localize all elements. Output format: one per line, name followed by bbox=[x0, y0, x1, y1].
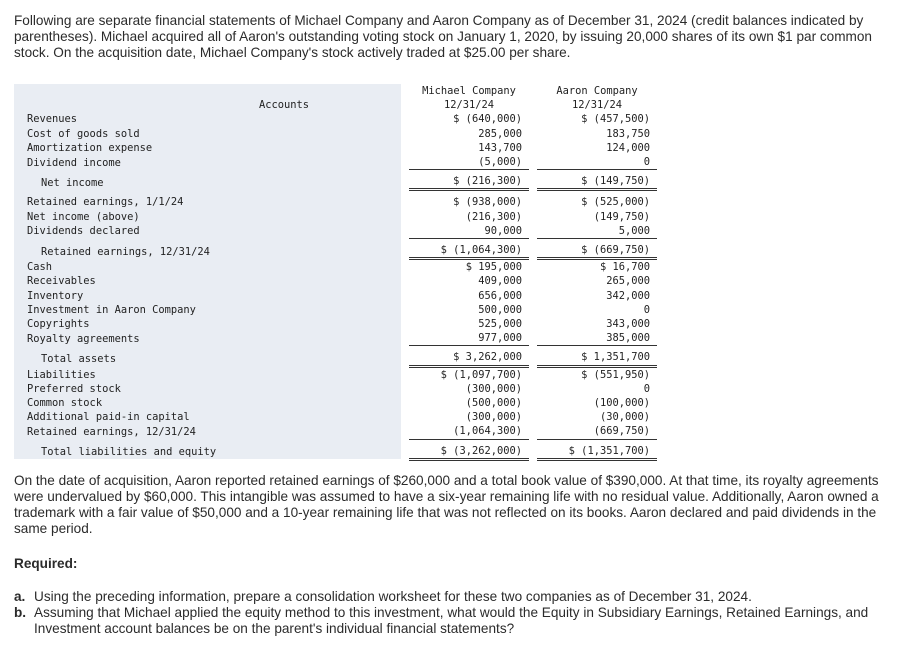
table-row bbox=[14, 243, 657, 259]
aaron-value: 124,000 bbox=[606, 141, 650, 154]
accounts-header: Accounts bbox=[14, 84, 401, 112]
row-label: Additional paid-in capital bbox=[14, 410, 401, 424]
acquisition-details-paragraph: On the date of acquisition, Aaron reported retained earnings of $260,000 and a total book value of $390,000. At that time, its royalty agreements were undervalued by $60,000. This intangible was assumed to have a six-year remaining life with no residual value. Additionally, Aaron owned a trademark with a fair value of $50,000 and a 10-year remaining life that was not reflected on its books. Aaron declared and paid dividends in the same period. bbox=[14, 473, 879, 536]
michael-value: $ 3,262,000 bbox=[409, 350, 529, 366]
list-item bbox=[14, 605, 899, 637]
table-row bbox=[14, 410, 657, 424]
table-row bbox=[14, 141, 657, 155]
michael-value: 143,700 bbox=[478, 141, 522, 154]
michael-value: (300,000) bbox=[465, 411, 522, 424]
aaron-value: 265,000 bbox=[606, 275, 650, 288]
table-row bbox=[14, 174, 657, 190]
table-row bbox=[14, 259, 657, 275]
aaron-value: $ (551,950) bbox=[581, 368, 650, 381]
aaron-value: $ (1,351,700) bbox=[537, 444, 657, 460]
aaron-value: 5,000 bbox=[537, 224, 657, 239]
table-row bbox=[14, 224, 657, 239]
michael-value: 500,000 bbox=[478, 303, 522, 316]
aaron-value: (100,000) bbox=[593, 397, 650, 410]
aaron-value: $ 16,700 bbox=[599, 261, 650, 274]
aaron-header-line1: Aaron Company bbox=[556, 85, 638, 97]
aaron-value: $ (669,750) bbox=[537, 243, 657, 259]
table-row bbox=[14, 303, 657, 317]
michael-value: (5,000) bbox=[409, 155, 529, 170]
michael-value: 90,000 bbox=[409, 224, 529, 239]
michael-value: 977,000 bbox=[409, 331, 529, 346]
row-label: Cash bbox=[14, 259, 401, 275]
table-row bbox=[14, 424, 657, 439]
michael-value: 656,000 bbox=[478, 289, 522, 302]
table-row bbox=[14, 289, 657, 303]
table-row bbox=[14, 127, 657, 141]
michael-value: $ (938,000) bbox=[453, 196, 522, 209]
intro-paragraph: Following are separate financial statements of Michael Company and Aaron Company as of December 31, 2024 (credit balances indicated by parentheses). Michael acquired all of Aaron's outstanding voting stock on January 1, 2020, by issuing 20,000 shares of its own $1 par common stock. On the acquisition date, Michael Company's stock actively traded at $25.00 per share. bbox=[14, 13, 872, 60]
michael-value: (500,000) bbox=[465, 397, 522, 410]
aaron-value: 0 bbox=[537, 155, 657, 170]
aaron-value: (149,750) bbox=[593, 210, 650, 223]
michael-value: 525,000 bbox=[478, 318, 522, 331]
michael-header-date: 12/31/24 bbox=[443, 99, 495, 112]
row-label: Dividends declared bbox=[14, 224, 401, 239]
row-label: Copyrights bbox=[14, 317, 401, 331]
table-row bbox=[14, 112, 657, 126]
michael-header-line1: Michael Company bbox=[422, 85, 516, 97]
row-label: Net income bbox=[14, 174, 401, 190]
aaron-value: 0 bbox=[643, 303, 650, 316]
row-label: Liabilities bbox=[14, 366, 401, 382]
financial-statements-table bbox=[14, 84, 657, 461]
michael-value: (1,064,300) bbox=[409, 424, 529, 439]
michael-value: (300,000) bbox=[465, 382, 522, 395]
row-label: Common stock bbox=[14, 396, 401, 410]
aaron-value: $ (149,750) bbox=[537, 174, 657, 190]
row-label: Royalty agreements bbox=[14, 331, 401, 346]
list-item bbox=[14, 589, 899, 605]
table-row bbox=[14, 366, 657, 382]
aaron-value: 343,000 bbox=[606, 318, 650, 331]
aaron-value: $ 1,351,700 bbox=[537, 350, 657, 366]
row-label: Amortization expense bbox=[14, 141, 401, 155]
aaron-header-date: 12/31/24 bbox=[571, 99, 623, 112]
aaron-value: $ (525,000) bbox=[581, 196, 650, 209]
michael-value: $ (216,300) bbox=[409, 174, 529, 190]
task-text: Using the preceding information, prepare a consolidation worksheet for these two companies as of December 31, 2024. bbox=[34, 589, 752, 604]
row-label: Preferred stock bbox=[14, 382, 401, 396]
michael-value: $ (1,097,700) bbox=[440, 368, 522, 381]
michael-value: 409,000 bbox=[478, 275, 522, 288]
task-label: b. bbox=[14, 605, 27, 620]
row-label: Net income (above) bbox=[14, 210, 401, 224]
task-list bbox=[14, 589, 899, 637]
michael-value: (216,300) bbox=[465, 210, 522, 223]
table-row bbox=[14, 331, 657, 346]
row-label: Retained earnings, 12/31/24 bbox=[14, 243, 401, 259]
table-row bbox=[14, 382, 657, 396]
table-row bbox=[14, 444, 657, 460]
aaron-value: 385,000 bbox=[537, 331, 657, 346]
aaron-value: (30,000) bbox=[599, 411, 650, 424]
aaron-value: (669,750) bbox=[537, 424, 657, 439]
required-heading: Required: bbox=[14, 556, 78, 571]
aaron-value: $ (457,500) bbox=[581, 113, 650, 126]
table-row bbox=[14, 317, 657, 331]
row-label: Retained earnings, 1/1/24 bbox=[14, 195, 401, 209]
aaron-value: 183,750 bbox=[606, 127, 650, 140]
michael-value: 285,000 bbox=[478, 127, 522, 140]
table-row bbox=[14, 396, 657, 410]
table-row bbox=[14, 155, 657, 170]
row-label: Investment in Aaron Company bbox=[14, 303, 401, 317]
table-row bbox=[14, 274, 657, 288]
row-label: Revenues bbox=[14, 112, 401, 126]
michael-value: $ (1,064,300) bbox=[409, 243, 529, 259]
aaron-value: 342,000 bbox=[606, 289, 650, 302]
aaron-value: 0 bbox=[643, 382, 650, 395]
michael-value: $ (3,262,000) bbox=[409, 444, 529, 460]
task-text: Assuming that Michael applied the equity method to this investment, what would the Equity in Subsidiary Earnings, Retained Earnings, and Investment account balances be on the parent's individual financial statements? bbox=[34, 605, 869, 636]
table-row bbox=[14, 350, 657, 366]
table-row bbox=[14, 195, 657, 209]
row-label: Receivables bbox=[14, 274, 401, 288]
michael-value: $ 195,000 bbox=[465, 261, 522, 274]
row-label: Dividend income bbox=[14, 155, 401, 170]
row-label: Retained earnings, 12/31/24 bbox=[14, 424, 401, 439]
michael-value: $ (640,000) bbox=[453, 113, 522, 126]
row-label: Total liabilities and equity bbox=[14, 444, 401, 460]
row-label: Inventory bbox=[14, 289, 401, 303]
row-label: Cost of goods sold bbox=[14, 127, 401, 141]
task-label: a. bbox=[14, 589, 26, 604]
row-label: Total assets bbox=[14, 350, 401, 366]
table-row bbox=[14, 210, 657, 224]
